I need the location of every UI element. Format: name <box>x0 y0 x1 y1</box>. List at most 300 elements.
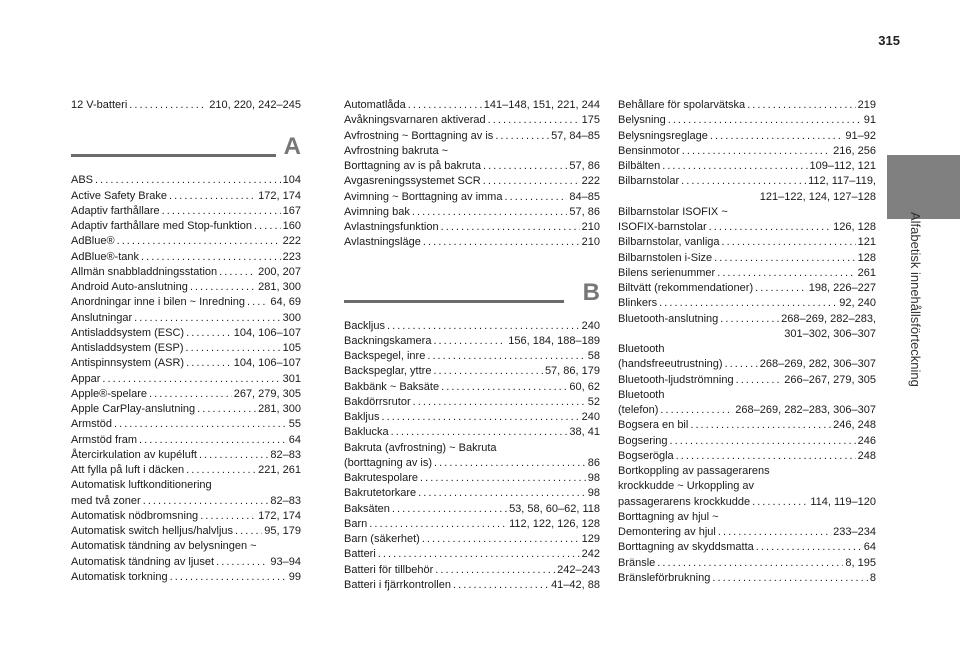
index-page-ref: 246, 248 <box>833 419 876 432</box>
index-entry <box>71 509 301 524</box>
index-page-ref: 210, 220, 242–245 <box>209 99 301 111</box>
index-entry <box>344 502 600 517</box>
index-term: Adaptiv farthållare med Stop-funktion <box>71 220 252 232</box>
index-page-ref: 300 <box>282 311 301 324</box>
index-page-ref: 57, 84–85 <box>551 129 600 142</box>
index-entry <box>344 456 600 471</box>
dot-leader <box>254 219 281 234</box>
index-term: AdBlue® <box>71 235 115 248</box>
dot-leader <box>117 234 281 249</box>
section-header-a <box>71 125 301 169</box>
index-entry <box>344 129 600 144</box>
index-entry <box>71 265 301 280</box>
index-term: Batteri i fjärrkontrollen <box>344 578 451 591</box>
dot-leader <box>143 494 269 509</box>
index-page-ref: 104, 106–107 <box>233 326 301 339</box>
dot-leader <box>408 98 482 113</box>
index-page-ref: 57, 86, 179 <box>544 365 600 378</box>
index-term: Batteri för tillbehör <box>344 563 434 576</box>
index-entry <box>71 555 301 570</box>
index-page-ref: 82–83 <box>270 448 301 461</box>
index-term: passagerarens krockkudde <box>618 495 751 508</box>
index-column-2 <box>344 98 600 593</box>
index-page-ref: 266–267, 279, 305 <box>784 373 876 386</box>
index-entry-heading: Bluetooth <box>618 343 665 355</box>
index-term: Barn <box>344 517 368 530</box>
index-page-ref: 104 <box>282 174 301 187</box>
index-term: (telefon) <box>618 404 659 416</box>
dot-leader <box>186 326 232 341</box>
index-entry <box>618 571 876 586</box>
dot-leader <box>504 190 567 205</box>
index-page-ref: 60, 62 <box>569 380 600 393</box>
dot-leader <box>378 547 580 562</box>
index-entry-heading: krockkudde ~ Urkoppling av <box>618 480 755 493</box>
dot-leader <box>714 251 855 266</box>
index-term: Backningskamera <box>344 334 432 347</box>
index-term: Armstöd fram <box>71 433 138 446</box>
dot-leader <box>662 159 807 174</box>
index-page-ref: 267, 279, 305 <box>233 387 301 400</box>
index-entry <box>344 578 600 593</box>
index-entry <box>618 449 876 464</box>
index-entry <box>344 547 600 562</box>
index-entry-continuation: 301–302, 306–307 <box>784 327 876 340</box>
index-term: Bakbänk ~ Baksäte <box>344 380 440 393</box>
index-entry <box>71 189 301 204</box>
dot-leader <box>149 387 232 402</box>
section-rule <box>71 154 276 157</box>
index-term: Bluetooth-ljudströmning <box>618 373 734 386</box>
dot-leader <box>659 296 837 311</box>
index-term: Anordningar inne i bilen ~ Inredning <box>71 296 245 309</box>
index-term: Antispinnsystem (ASR) <box>71 357 185 370</box>
index-page-ref: 216, 256 <box>833 144 876 157</box>
index-entry <box>71 234 301 249</box>
index-entry <box>344 235 600 250</box>
index-term: Adaptiv farthållare <box>71 204 160 217</box>
index-term: Återcirkulation av kupéluft <box>71 448 197 461</box>
index-page-ref: 91 <box>863 114 876 127</box>
index-term: Avlastningsläge <box>344 236 421 249</box>
index-page-ref: 91–92 <box>845 129 876 142</box>
index-term: Bilens serienummer <box>618 266 716 279</box>
index-term: Baklucka <box>344 426 389 439</box>
index-page-ref: 268–269, 282–283, <box>781 312 876 325</box>
index-page-ref: 210 <box>581 236 600 249</box>
index-page-ref: 222 <box>282 235 301 248</box>
index-entry <box>344 425 600 440</box>
index-entry-heading: Automatisk tändning av belysningen ~ <box>71 540 257 553</box>
dot-leader <box>200 509 256 524</box>
dot-leader <box>134 311 280 326</box>
index-term: Antisladdsystem (ESP) <box>71 342 184 354</box>
dot-leader <box>435 563 555 578</box>
dot-leader <box>756 540 862 555</box>
index-entry <box>344 349 600 364</box>
index-entry-heading: Bluetooth <box>618 388 665 401</box>
index-page-ref: 64 <box>863 541 876 554</box>
dot-leader <box>420 471 586 486</box>
index-page-ref: 223 <box>282 250 301 263</box>
index-entry <box>71 326 301 341</box>
section-letter: B <box>582 278 600 306</box>
index-entry <box>344 364 600 379</box>
index-entry <box>71 173 301 188</box>
index-page-ref: 219 <box>857 99 876 111</box>
dot-leader <box>190 280 256 295</box>
index-term: Avåkningsvarnaren aktiverad <box>344 114 486 127</box>
index-page-ref: 57, 86 <box>569 160 600 172</box>
index-page-ref: 172, 174 <box>258 509 301 522</box>
index-page-ref: 200, 207 <box>258 265 301 278</box>
dot-leader <box>216 555 268 570</box>
dot-leader <box>185 341 280 356</box>
index-entry <box>618 495 876 510</box>
index-entry <box>71 219 301 234</box>
index-entry <box>71 341 301 356</box>
index-page-ref: 55 <box>288 418 301 431</box>
index-term: Bensinmotor <box>618 144 680 157</box>
index-entry <box>344 410 600 425</box>
dot-leader <box>755 281 807 296</box>
index-term: Biltvätt (rekommendationer) <box>618 282 754 294</box>
dot-leader <box>392 502 507 517</box>
dot-leader <box>369 517 507 532</box>
index-page-ref: 233–234 <box>833 526 876 538</box>
dot-leader <box>186 356 232 371</box>
index-entry <box>618 235 876 250</box>
index-term: Apple®-spelare <box>71 387 147 400</box>
index-page-ref: 41–42, 88 <box>551 578 600 591</box>
index-page-ref: 82–83 <box>270 494 301 507</box>
index-page-ref: 167 <box>282 204 301 217</box>
index-page-ref: 57, 86 <box>569 205 600 218</box>
index-entry <box>618 174 876 189</box>
dot-leader <box>162 204 281 219</box>
index-entry <box>344 517 600 532</box>
index-term: Bilbarnstolar, vanliga <box>618 236 720 249</box>
dot-leader <box>660 403 733 418</box>
index-term: Borttagning av is på bakruta <box>344 160 481 172</box>
index-term: Automatlåda <box>344 99 406 111</box>
index-entry-heading: Avfrostning bakruta ~ <box>344 144 449 157</box>
index-page-ref: 222 <box>581 175 600 188</box>
index-entry <box>618 266 876 281</box>
dot-leader <box>219 265 256 280</box>
dot-leader <box>434 456 586 471</box>
dot-leader <box>433 364 543 379</box>
index-page-ref: 160 <box>282 220 301 232</box>
index-term: Backspegel, inre <box>344 350 426 362</box>
index-term: ABS <box>71 174 94 187</box>
index-page-ref: 141–148, 151, 221, 244 <box>483 99 600 111</box>
index-entry <box>71 372 301 387</box>
index-page-ref: 104, 106–107 <box>233 357 301 370</box>
index-entry <box>71 204 301 219</box>
index-page-ref: 242 <box>581 548 600 561</box>
index-page-ref: 240 <box>581 319 600 332</box>
index-entry <box>344 113 600 128</box>
dot-leader <box>657 556 843 571</box>
index-page-ref: 261 <box>857 266 876 279</box>
index-page-ref: 92, 240 <box>839 297 876 310</box>
dot-leader <box>453 578 549 593</box>
dot-leader <box>495 129 549 144</box>
index-page-ref: 121 <box>857 236 876 249</box>
index-page-ref: 198, 226–227 <box>808 282 876 294</box>
index-entry <box>71 524 301 539</box>
index-entry <box>344 532 600 547</box>
index-entry <box>71 433 301 448</box>
dot-leader <box>129 98 207 113</box>
dot-leader <box>413 395 586 410</box>
index-page-ref: 98 <box>587 472 600 484</box>
index-entry-heading: Bilbarnstolar ISOFIX ~ <box>618 205 728 218</box>
index-term: AdBlue®-tank <box>71 250 140 263</box>
dot-leader <box>441 380 567 395</box>
index-entry <box>344 159 600 174</box>
index-entry <box>71 98 301 113</box>
index-term: Bakdörrsrutor <box>344 395 411 408</box>
index-page-ref: 95, 179 <box>264 525 301 537</box>
index-entry <box>618 296 876 311</box>
index-entry <box>71 494 301 509</box>
dot-leader <box>139 433 287 448</box>
side-tab-title: Alfabetisk innehållsförteckning <box>908 212 923 387</box>
dot-leader <box>488 113 580 128</box>
index-entry-continuation: 121–122, 124, 127–128 <box>759 190 876 203</box>
dot-leader <box>670 434 856 449</box>
index-term: Automatisk switch helljus/halvljus <box>71 525 234 537</box>
section-letter: A <box>283 133 301 161</box>
index-term: Bogsera en bil <box>618 419 689 432</box>
index-page-ref: 210 <box>581 221 600 233</box>
index-entry <box>618 556 876 571</box>
dot-leader <box>247 295 268 310</box>
dot-leader <box>690 418 831 433</box>
index-entry <box>71 356 301 371</box>
index-entry <box>71 463 301 478</box>
index-entry <box>344 205 600 220</box>
index-entry-heading: Bakruta (avfrostning) ~ Bakruta <box>344 441 497 454</box>
dot-leader <box>747 98 855 113</box>
index-page-ref: 268–269, 282–283, 306–307 <box>735 404 876 416</box>
index-term: Avfrostning ~ Borttagning av is <box>344 129 494 142</box>
index-page-ref: 242–243 <box>557 563 600 576</box>
index-term: Antisladdsystem (ESC) <box>71 326 185 339</box>
index-page-ref: 53, 58, 60–62, 118 <box>509 502 600 515</box>
index-entry <box>618 98 876 113</box>
index-entry <box>618 251 876 266</box>
index-page-ref: 38, 41 <box>569 426 600 439</box>
index-page-ref: 105 <box>282 342 301 354</box>
index-term: Bilbälten <box>618 160 661 172</box>
index-term: Backspeglar, yttre <box>344 365 432 378</box>
index-term: Bluetooth-anslutning <box>618 312 719 325</box>
dot-leader <box>141 250 281 265</box>
index-entry <box>618 129 876 144</box>
dot-leader <box>668 113 862 128</box>
index-entry <box>344 319 600 334</box>
index-term: Behållare för spolarvätska <box>618 99 746 111</box>
dot-leader <box>423 235 580 250</box>
index-term: Apple CarPlay-anslutning <box>71 403 196 415</box>
index-entry <box>344 563 600 578</box>
index-page-ref: 156, 184, 188–189 <box>508 334 600 347</box>
index-term: Active Safety Brake <box>71 189 167 202</box>
index-entry <box>71 280 301 295</box>
index-term: Bogserögla <box>618 449 674 462</box>
index-entry <box>344 98 600 113</box>
index-entry <box>71 250 301 265</box>
index-term: Backljus <box>344 319 385 332</box>
index-term: Bränsle <box>618 556 656 569</box>
index-term: Avimning bak <box>344 205 410 218</box>
index-page-ref: 129 <box>581 533 600 545</box>
index-term: Avimning ~ Borttagning av imma <box>344 190 503 203</box>
index-entry <box>344 220 600 235</box>
index-page-ref: 281, 300 <box>258 281 301 293</box>
index-entry <box>344 486 600 501</box>
dot-leader <box>433 334 506 349</box>
index-page-ref: 246 <box>857 434 876 447</box>
index-term: Blinkers <box>618 297 658 310</box>
index-page-ref: 8, 195 <box>845 556 876 569</box>
page-number: 315 <box>878 33 900 48</box>
index-entry <box>618 312 876 327</box>
index-term: Bilbarnstolar <box>618 175 680 188</box>
index-entry <box>71 387 301 402</box>
index-page-ref: 64, 69 <box>270 296 301 309</box>
side-tab-marker <box>887 155 960 219</box>
dot-leader <box>114 417 287 432</box>
dot-leader <box>676 449 856 464</box>
index-entry <box>618 525 876 540</box>
index-page-ref: 64 <box>288 433 301 446</box>
index-page-ref: 240 <box>581 411 600 423</box>
index-page-ref: 126, 128 <box>833 221 876 233</box>
index-term: Barn (säkerhet) <box>344 533 420 545</box>
dot-leader <box>186 463 256 478</box>
index-term: (borttagning av is) <box>344 456 433 469</box>
index-term: Bakljus <box>344 411 380 423</box>
dot-leader <box>681 174 806 189</box>
index-term: Bilbarnstolen i-Size <box>618 251 713 264</box>
dot-leader <box>95 173 281 188</box>
index-entry <box>618 159 876 174</box>
index-entry-heading: Borttagning av hjul ~ <box>618 510 719 523</box>
index-column-1 <box>71 98 301 585</box>
dot-leader <box>235 524 262 539</box>
index-term: Batteri <box>344 548 376 561</box>
index-page-ref: 301 <box>282 372 301 385</box>
index-entry <box>618 281 876 296</box>
dot-leader <box>722 235 856 250</box>
index-page-ref: 93–94 <box>270 555 301 568</box>
index-term: Belysningsreglage <box>618 129 708 142</box>
dot-leader <box>102 372 280 387</box>
dot-leader <box>169 189 256 204</box>
dot-leader <box>483 159 567 174</box>
index-page-ref: 84–85 <box>569 190 600 203</box>
index-term: ISOFIX-barnstolar <box>618 221 707 233</box>
index-page-ref: 175 <box>581 114 600 127</box>
index-entry <box>344 334 600 349</box>
dot-leader <box>427 349 585 364</box>
index-page-ref: 128 <box>857 251 876 264</box>
index-page-ref: 248 <box>857 449 876 462</box>
index-page-ref: 52 <box>587 395 600 408</box>
index-page-ref: 172, 174 <box>258 189 301 202</box>
dot-leader <box>736 373 783 388</box>
index-term: Bogsering <box>618 434 668 447</box>
index-term: Android Auto-anslutning <box>71 281 188 293</box>
dot-leader <box>682 144 831 159</box>
dot-leader <box>712 571 868 586</box>
index-term: Att fylla på luft i däcken <box>71 464 185 476</box>
index-page-ref: 99 <box>288 570 301 583</box>
dot-leader <box>387 319 580 334</box>
dot-leader <box>709 220 832 235</box>
index-term: Bakrutespolare <box>344 472 418 484</box>
index-page-ref: 8 <box>869 571 876 584</box>
index-term: Bränsleförbrukning <box>618 571 711 584</box>
index-entry <box>71 570 301 585</box>
dot-leader <box>170 570 287 585</box>
index-term: Baksäten <box>344 502 390 515</box>
dot-leader <box>483 174 580 189</box>
index-page-ref: 112, 122, 126, 128 <box>509 517 600 530</box>
index-entry <box>618 144 876 159</box>
index-term: Bakrutetorkare <box>344 487 417 500</box>
dot-leader <box>717 266 855 281</box>
index-term: (handsfreeutrustning) <box>618 358 723 371</box>
index-term: med två zoner <box>71 494 141 507</box>
dot-leader <box>199 448 268 463</box>
index-term: Borttagning av skyddsmatta <box>618 541 754 554</box>
dot-leader <box>381 410 579 425</box>
index-entry <box>71 295 301 310</box>
dot-leader <box>441 220 580 235</box>
index-entry <box>618 220 876 235</box>
index-entry <box>71 417 301 432</box>
index-page-ref: 86 <box>587 456 600 469</box>
index-page-ref: 221, 261 <box>258 464 301 476</box>
index-entry <box>344 471 600 486</box>
index-entry-heading: Bortkoppling av passagerarens <box>618 465 770 477</box>
index-entry <box>71 311 301 326</box>
dot-leader <box>418 486 586 501</box>
index-entry <box>344 395 600 410</box>
index-entry <box>618 434 876 449</box>
dot-leader <box>718 525 831 540</box>
index-page-ref: 109–112, 121 <box>809 160 876 172</box>
index-term: Anslutningar <box>71 311 133 324</box>
index-term: Automatisk tändning av ljuset <box>71 555 215 568</box>
index-entry <box>618 403 876 418</box>
index-term: Belysning <box>618 114 666 127</box>
index-entry <box>344 174 600 189</box>
index-entry <box>618 113 876 128</box>
index-page-ref: 98 <box>587 487 600 500</box>
dot-leader <box>710 129 844 144</box>
index-term: Automatisk torkning <box>71 570 168 583</box>
dot-leader <box>197 402 256 417</box>
index-term: Automatisk nödbromsning <box>71 509 199 522</box>
index-entry <box>618 418 876 433</box>
dot-leader <box>752 495 808 510</box>
